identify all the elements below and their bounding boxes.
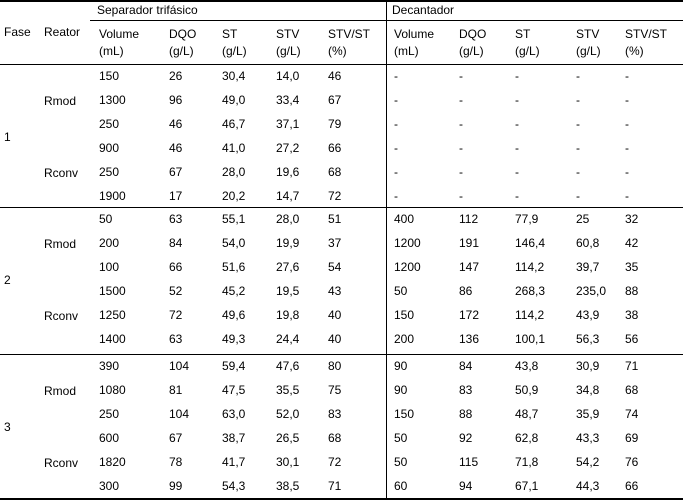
table-cell: 54,3 [222,479,246,493]
table-cell: 32 [625,212,639,226]
table-cell: 14,0 [276,69,300,83]
table-cell: - [625,117,629,131]
table-cell: 30,4 [222,69,246,83]
table-cell: 37 [328,236,342,250]
table-cell: 172 [459,308,480,322]
table-cell: 14,7 [276,189,300,203]
table-cell: - [576,93,580,107]
col-dec-dqo: DQO [459,27,487,41]
reactor-label: Rconv [44,166,79,180]
table-cell: 30,9 [576,359,600,373]
table-cell: 150 [394,308,415,322]
table-cell: 19,6 [276,165,300,179]
table-cell: 90 [394,359,408,373]
table-cell: 75 [328,383,342,397]
table-cell: 150 [394,407,415,421]
phase-2-end-rule [0,354,683,355]
header-group-separador: Separador trifásico [97,3,198,17]
table-cell: 37,1 [276,117,300,131]
table-cell: 19,9 [276,236,300,250]
col-dec-volume-unit: (mL) [394,44,419,58]
header-rule [0,64,683,65]
header-group-decantador: Decantador [392,3,455,17]
table-cell: 66 [328,141,342,155]
col-dec-st: ST [515,27,531,41]
table-cell: 147 [459,260,480,274]
table-cell: 67 [328,93,342,107]
table-cell: 77,9 [515,212,539,226]
table-cell: 60 [394,479,408,493]
table-cell: 600 [99,431,120,445]
table-cell: 48,7 [515,407,539,421]
table-cell: 44,3 [576,479,600,493]
table-cell: 92 [459,431,473,445]
col-dec-stvst-unit: (%) [625,44,644,58]
table-cell: 49,6 [222,308,246,322]
col-sep-stvst-unit: (%) [328,44,347,58]
header-reator: Reator [44,25,81,39]
table-cell: 1250 [99,308,126,322]
table-cell: 86 [459,284,473,298]
table-cell: 1200 [394,236,421,250]
table-cell: 59,4 [222,359,246,373]
table-cell: 67,1 [515,479,539,493]
table-cell: 83 [328,407,342,421]
col-dec-volume: Volume [394,27,435,41]
table-cell: 50 [394,431,408,445]
table-cell: 63 [169,332,183,346]
table-cell: 90 [394,383,408,397]
col-sep-dqo: DQO [169,27,197,41]
phase-label: 3 [4,420,11,434]
table-cell: 66 [625,479,639,493]
table-cell: 60,8 [576,236,600,250]
table-cell: 114,2 [515,308,545,322]
table-cell: 19,8 [276,308,300,322]
table-cell: 50 [394,284,408,298]
col-sep-st-unit: (g/L) [222,44,247,58]
col-sep-volume: Volume [99,27,140,41]
table-cell: 67 [169,431,183,445]
col-sep-volume-unit: (mL) [99,44,124,58]
table-cell: - [515,69,519,83]
bottom-rule [0,498,683,500]
table-cell: - [625,93,629,107]
table-cell: - [459,69,463,83]
table-cell: 104 [169,359,190,373]
table-cell: 72 [169,308,183,322]
table-cell: - [625,69,629,83]
table-cell: 80 [328,359,342,373]
phase-label: 1 [4,130,11,144]
col-dec-stv-unit: (g/L) [576,44,601,58]
table-cell: 268,3 [515,284,546,298]
top-rule [0,0,683,2]
table-cell: 26 [169,69,183,83]
table-cell: 66 [169,260,183,274]
table-cell: 43,3 [576,431,600,445]
table-cell: - [515,165,519,179]
table-cell: 25 [576,212,590,226]
table-cell: 35,9 [576,407,600,421]
table-cell: 900 [99,141,120,155]
table-cell: 68 [328,431,342,445]
table-cell: 51 [328,212,342,226]
table-cell: 54,0 [222,236,246,250]
table-cell: - [394,141,398,155]
table-cell: 43,9 [576,308,600,322]
table-cell: 43,8 [515,359,539,373]
table-cell: - [459,93,463,107]
table-cell: 100,1 [515,332,546,346]
table-cell: - [576,165,580,179]
table-cell: 46 [169,117,183,131]
table-cell: 1500 [99,284,126,298]
table-cell: 1820 [99,455,126,469]
reactor-label: Rconv [44,309,79,323]
table-cell: 24,4 [276,332,300,346]
table-cell: - [625,189,629,203]
table-cell: 1080 [99,383,126,397]
table-cell: 68 [625,383,639,397]
table-cell: 38,5 [276,479,300,493]
table-cell: - [576,117,580,131]
table-cell: 84 [459,359,473,373]
table-cell: 35,5 [276,383,300,397]
table-cell: 47,6 [276,359,300,373]
table-cell: 34,8 [576,383,600,397]
table-cell: 50 [99,212,113,226]
table-cell: - [394,69,398,83]
table-cell: 300 [99,479,120,493]
table-cell: 30,1 [276,455,300,469]
col-sep-st: ST [222,27,238,41]
table-cell: 20,2 [222,189,246,203]
table-cell: 96 [169,93,183,107]
col-sep-stv: STV [276,27,300,41]
table-cell: 99 [169,479,183,493]
table-cell: - [515,93,519,107]
reactor-label: Rmod [44,384,77,398]
col-sep-dqo-unit: (g/L) [169,44,194,58]
table-cell: 40 [328,332,342,346]
table-cell: - [515,141,519,155]
table-cell: - [394,93,398,107]
table-cell: 47,5 [222,383,246,397]
table-cell: - [459,165,463,179]
table-cell: 191 [459,236,480,250]
reactor-label: Rconv [44,456,79,470]
table-cell: 71,8 [515,455,539,469]
table-cell: 49,0 [222,93,246,107]
table-cell: 200 [394,332,415,346]
table-cell: 27,2 [276,141,300,155]
table-cell: 200 [99,236,120,250]
table-cell: 50,9 [515,383,539,397]
table-cell: 68 [328,165,342,179]
table-cell: 56,3 [576,332,600,346]
col-dec-st-unit: (g/L) [515,44,540,58]
table-cell: 74 [625,407,639,421]
table-cell: 63,0 [222,407,246,421]
table-cell: 49,3 [222,332,246,346]
table-cell: 79 [328,117,342,131]
table-cell: 26,5 [276,431,300,445]
table-cell: 150 [99,69,120,83]
table-cell: 71 [328,479,342,493]
table-cell: 27,6 [276,260,300,274]
table-cell: 390 [99,359,120,373]
table-cell: 39,7 [576,260,600,274]
reactor-label: Rmod [44,94,77,108]
table-cell: - [459,189,463,203]
table-cell: 250 [99,165,120,179]
table-cell: 55,1 [222,212,246,226]
table-cell: 88 [625,284,639,298]
table-cell: - [576,69,580,83]
table-cell: 35 [625,260,639,274]
table-cell: 45,2 [222,284,246,298]
phase-label: 2 [4,273,11,287]
table-cell: 42 [625,236,639,250]
table-cell: 17 [169,189,183,203]
table-cell: - [459,117,463,131]
table-cell: 28,0 [276,212,300,226]
table-cell: - [515,189,519,203]
table-cell: 114,2 [515,260,545,274]
table-cell: 146,4 [515,236,546,250]
group-separator [386,0,387,500]
col-sep-stvst: STV/ST [328,27,371,41]
table-cell: 54 [328,260,342,274]
table-cell: - [576,141,580,155]
table-cell: 19,5 [276,284,300,298]
table-cell: 112 [459,212,479,226]
table-cell: 1900 [99,189,126,203]
table-cell: 43 [328,284,342,298]
table-cell: 69 [625,431,639,445]
table-cell: 115 [459,455,479,469]
table-cell: 83 [459,383,473,397]
table-cell: 56 [625,332,639,346]
table-cell: 41,0 [222,141,246,155]
table-cell: 76 [625,455,639,469]
table-cell: 51,6 [222,260,246,274]
table-cell: 38,7 [222,431,246,445]
table-cell: 104 [169,407,190,421]
table-cell: - [625,165,629,179]
table-cell: 81 [169,383,183,397]
col-sep-stv-unit: (g/L) [276,44,301,58]
table-cell: - [576,189,580,203]
table-cell: 235,0 [576,284,607,298]
phase-1-end-rule [0,207,683,208]
col-dec-dqo-unit: (g/L) [459,44,484,58]
table-cell: 46,7 [222,117,246,131]
table-cell: 72 [328,189,342,203]
table-cell: - [394,165,398,179]
table-cell: 41,7 [222,455,246,469]
table-cell: 52 [169,284,183,298]
reactor-label: Rmod [44,237,77,251]
table-cell: 71 [625,359,639,373]
table-cell: 100 [99,260,120,274]
table-cell: 1200 [394,260,421,274]
table-cell: - [515,117,519,131]
col-dec-stv: STV [576,27,600,41]
table-cell: 136 [459,332,480,346]
table-cell: 46 [328,69,342,83]
table-cell: 46 [169,141,183,155]
table-cell: 250 [99,117,120,131]
table-cell: 54,2 [576,455,600,469]
table-cell: 28,0 [222,165,246,179]
table-cell: 250 [99,407,120,421]
table-cell: 400 [394,212,415,226]
table-cell: 94 [459,479,473,493]
table-cell: - [394,117,398,131]
table-cell: - [625,141,629,155]
table-cell: 84 [169,236,183,250]
table-cell: 1400 [99,332,126,346]
table-cell: 72 [328,455,342,469]
table-cell: 62,8 [515,431,539,445]
table-cell: 33,4 [276,93,300,107]
table-cell: 67 [169,165,183,179]
header-fase: Fase [4,25,31,39]
table-cell: 63 [169,212,183,226]
table-cell: 52,0 [276,407,300,421]
col-dec-stvst: STV/ST [625,27,668,41]
table-cell: 40 [328,308,342,322]
table-cell: 38 [625,308,639,322]
table-cell: 78 [169,455,183,469]
table-cell: 1300 [99,93,126,107]
table-cell: - [394,189,398,203]
table-cell: 50 [394,455,408,469]
table-cell: 88 [459,407,473,421]
table-cell: - [459,141,463,155]
